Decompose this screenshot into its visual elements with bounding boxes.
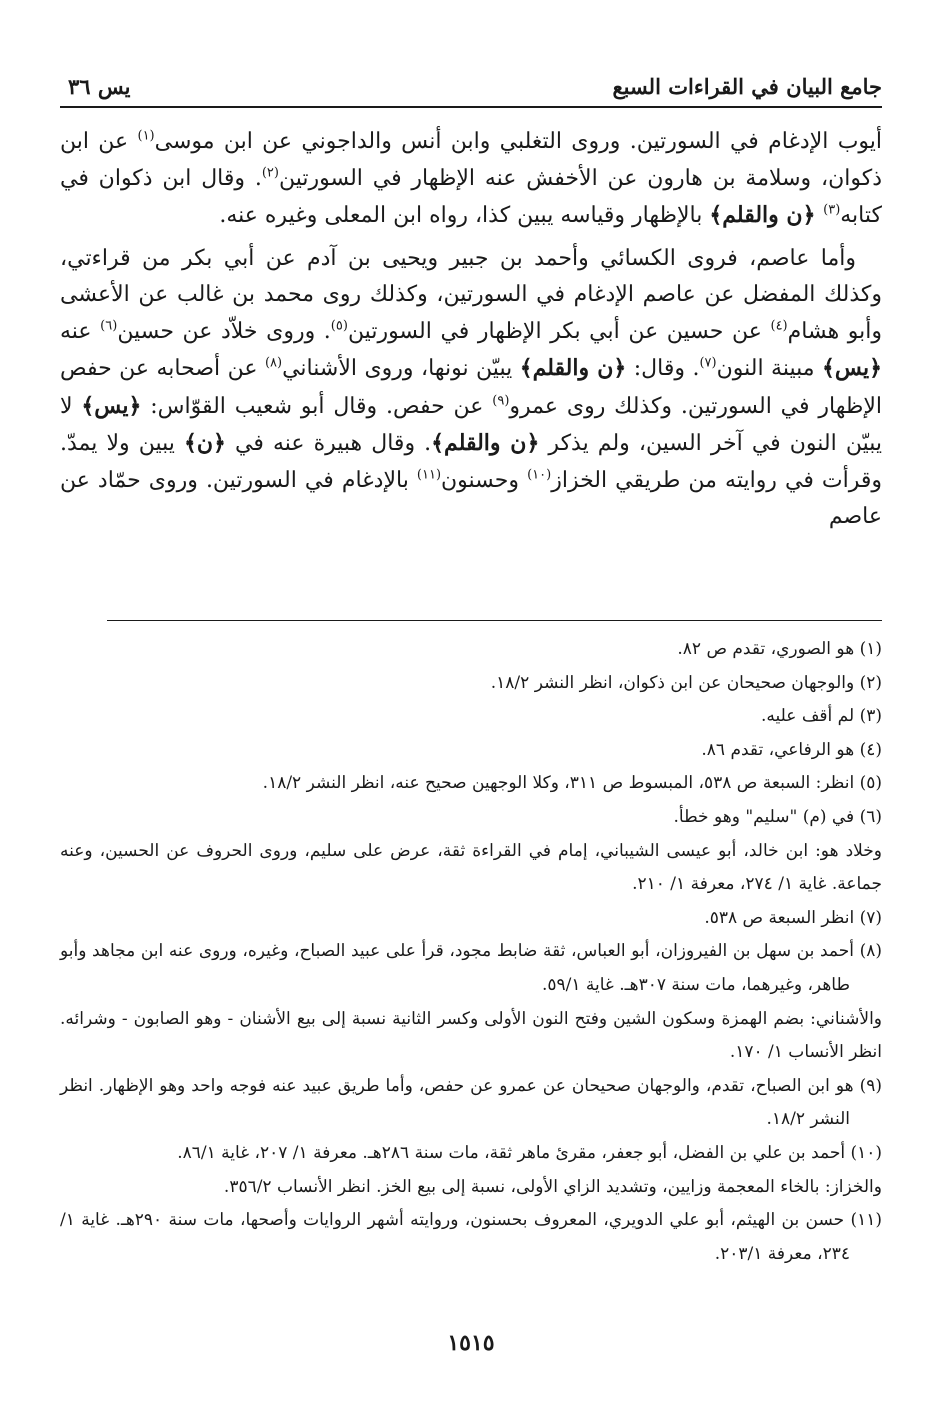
- paragraph-2: وأما عاصم، فروى الكسائي وأحمد بن جبير ويحيى بن آدم عن أبي بكر من قراءتي، وكذلك المفضل عن عاصم الإدغام في السورتين، وكذلك روى محمد بن غالب عن الأعشى وأبو هشام$^{(٤)}$ عن حسين عن أبي بكر الإظهار في السورتين$^{(٥)}$. وروى خلاّد عن حسين$^{(٦)}$ عنه ﴿يس﴾ مبينة النون$^{(٧)}$. وقال: ﴿ن والقلم﴾ يبيّن نونها، وروى الأشناني$^{(٨)}$ عن أصحابه عن حفص الإظهار في السورتين. وكذلك روى عمرو$^{(٩)}$ عن حفص. وقال أبو شعيب القوّاس: ﴿يس﴾ لا يبيّن النون في آخر السين، ولم يذكر ﴿ن والقلم﴾. وقال هبيرة عنه في ﴿ن﴾ يبين ولا يمدّ. وقرأت في روايته من طريقي الخزاز$^{(١٠)}$ وحسنون$^{(١١)}$ بالإدغام في السورتين. وروى حمّاد عن عاصم: [60, 245, 883, 529]
- footnote-3: (٣) لم أقف عليه.: [761, 706, 882, 727]
- footnote-5: (٥) انظر: السبعة ص ٥٣٨، المبسوط ص ٣١١، وكلا الوجهين صحيح عنه، انظر النشر ١٨/٢.: [262, 773, 882, 794]
- footnote-8: (٨) أحمد بن سهل بن الفيروزان، أبو العباس، ثقة ضابط مجود، قرأ على عبيد الصباح، وغيره، وروى عنه ابن مجاهد وأبو طاهر، وغيرهما، مات سنة ٣٠٧هـ. غاية ٥٩/١.: [60, 941, 882, 995]
- footnote-9: (٩) هو ابن الصباح، تقدم، والوجهان صحيحان عن عمرو عن حفص، وأما طريق عبيد عنه فوجه واحد وهو الإظهار. انظر النشر ١٨/٢.: [60, 1075, 882, 1130]
- footnote-ref-11[interactable]: (١١): [416, 467, 442, 483]
- footnote-11: (١١) حسن بن الهيثم، أبو علي الدويري، المعروف بحسنون، وروايته أشهر الروايات وأصحها، مات سنة ٢٩٠هـ. غاية ١/ ٢٣٤، معرفة ٢٠٣/١.: [60, 1210, 882, 1264]
- book-title: جامع البيان في القراءات السبع: [612, 74, 882, 99]
- footnote-10-note: والخزاز: بالخاء المعجمة وزايين، وتشديد الزاي الأولى، نسبة إلى بيع الخز. انظر الأنساب ٣٥٦/٢.: [223, 1176, 882, 1197]
- footnote-2: (٢) والوجهان صحيحان عن ابن ذكوان، انظر النشر ١٨/٢.: [490, 672, 882, 693]
- footnote-1: (١) هو الصوري، تقدم ص ٨٢.: [677, 639, 882, 659]
- footnote-ref-5[interactable]: (٥): [330, 318, 348, 334]
- quran-citation: ﴿يس﴾: [81, 392, 142, 419]
- footnote-ref-6[interactable]: (٦): [100, 318, 118, 334]
- footnote-4: (٤) هو الرفاعي، تقدم ٨٦.: [701, 739, 882, 760]
- quran-citation: ﴿ن والقلم﴾: [431, 430, 540, 456]
- footnote-6: (٦) في (م) "سليم" وهو خطأ.: [673, 806, 882, 827]
- footnote-ref-2[interactable]: (٢): [261, 165, 279, 181]
- footnote-10: (١٠) أحمد بن علي بن الفضل، أبو جعفر، مقرئ ماهر ثقة، مات سنة ٢٨٦هـ. معرفة ١/ ٢٠٧، غاية ٨٦/١.: [177, 1142, 882, 1163]
- page-number: ١٥١٥: [447, 1330, 495, 1356]
- footnotes: [60, 633, 882, 1271]
- footnote-ref-8[interactable]: (٨): [264, 355, 283, 371]
- footnote-ref-4[interactable]: (٤): [770, 318, 788, 334]
- footnote-divider: [107, 620, 882, 621]
- footnote-ref-7[interactable]: (٧): [699, 355, 717, 371]
- quran-citation: ﴿ن والقلم﴾: [519, 355, 627, 381]
- running-header: [60, 68, 882, 104]
- footnote-6-note: وخلاد هو: ابن خالد، أبو عيسى الشيباني، إمام في القراءة ثقة، عرض على سليم، وروى الحروف عن الحسين، وعنه جماعة. غاية ١/ ٢٧٤، معرفة ١/ ٢١٠.: [60, 840, 882, 895]
- main-text: [60, 124, 882, 536]
- quran-citation: ﴿يس﴾: [822, 355, 882, 381]
- footnote-ref-10[interactable]: (١٠): [527, 467, 552, 483]
- quran-citation: ﴿ن والقلم﴾: [709, 202, 824, 228]
- surah-label: يس ٣٦: [68, 74, 131, 99]
- footnote-ref-3[interactable]: (٣): [823, 202, 841, 218]
- footnote-ref-9[interactable]: (٩): [492, 393, 510, 409]
- book-page: [60, 60, 882, 1380]
- quran-citation: ﴿ن﴾: [183, 430, 226, 456]
- header-divider: [60, 106, 882, 108]
- paragraph-1: أيوب الإدغام في السورتين. وروى التغلبي وابن أنس والداجوني عن ابن موسى$^{(١)}$ عن ابن ذكوان، وسلامة بن هارون عن الأخفش عنه الإظهار في السورتين$^{(٢)}$. وقال ابن ذكوان في كتابه$^{(٣)}$ ﴿ن والقلم﴾ بالإظهار وقياسه يبين كذا، رواه ابن المعلى وغيره عنه.: [60, 128, 883, 228]
- footnote-7: (٧) انظر السبعة ص ٥٣٨.: [704, 907, 882, 928]
- footnote-ref-1[interactable]: (١): [137, 128, 155, 144]
- footnote-8-note: والأشناني: بضم الهمزة وسكون الشين وفتح النون الأولى وكسر الثانية نسبة إلى بيع الأشنان - وهو الصابون - وشرائه. انظر الأنساب ١/ ١٧٠.: [60, 1008, 882, 1063]
